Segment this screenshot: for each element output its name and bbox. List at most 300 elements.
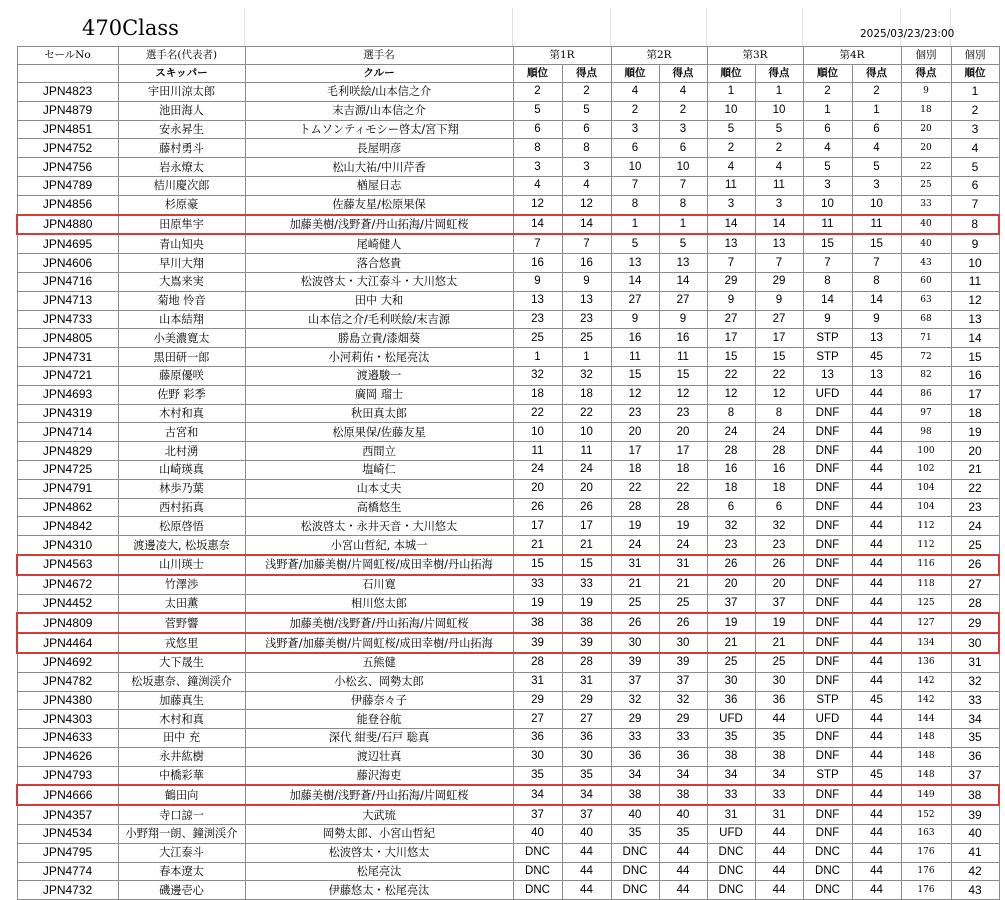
header-crew-sub: クルー	[245, 65, 513, 83]
race-score-cell: 3	[562, 158, 611, 177]
race-rank-cell: 16	[611, 329, 659, 348]
crew-cell: 勝島立貴/漆畑葵	[245, 329, 513, 348]
race-rank-cell: 26	[707, 555, 755, 575]
sail-no-cell: JPN4791	[17, 479, 118, 498]
race-rank-cell: 39	[513, 633, 562, 653]
sail-no-cell: JPN4733	[17, 310, 118, 329]
race-score-cell: 18	[562, 385, 611, 404]
results-body	[17, 83, 999, 900]
race-score-cell: 6	[562, 120, 611, 139]
final-rank-cell: 17	[951, 385, 999, 404]
race-rank-cell: 9	[707, 291, 755, 310]
crew-cell: 松山大祐/中川芹香	[245, 158, 513, 177]
final-rank-cell: 15	[951, 348, 999, 367]
total-score-cell: 112	[901, 536, 951, 555]
race-rank-cell: 3	[611, 120, 659, 139]
race-score-cell: 8	[755, 404, 803, 423]
crew-cell: 藤沢海吏	[245, 766, 513, 785]
sail-no-cell: JPN4829	[17, 442, 118, 461]
race-rank-cell: 13	[513, 291, 562, 310]
race-rank-cell: STP	[803, 348, 852, 367]
skipper-cell: 大嶌来実	[118, 272, 245, 291]
race-rank-cell: DNF	[803, 423, 852, 442]
total-score-cell: 112	[901, 517, 951, 536]
race-score-cell: 7	[659, 176, 707, 195]
crew-cell: 五熊健	[245, 653, 513, 672]
race-score-cell: 30	[659, 633, 707, 653]
crew-cell: 落合悠貴	[245, 254, 513, 273]
skipper-cell: 菊地 怜音	[118, 291, 245, 310]
race-rank-cell: DNF	[803, 517, 852, 536]
total-score-cell: 116	[901, 555, 951, 575]
final-rank-cell: 2	[951, 101, 999, 120]
total-score-cell: 20	[901, 120, 951, 139]
race-rank-cell: 19	[611, 517, 659, 536]
race-score-cell: 32	[659, 691, 707, 710]
sail-no-cell: JPN4310	[17, 536, 118, 555]
race-score-cell: 29	[755, 272, 803, 291]
final-rank-cell: 29	[951, 613, 999, 633]
final-rank-cell: 26	[951, 555, 999, 575]
race-score-cell: 28	[755, 442, 803, 461]
total-score-cell: 118	[901, 575, 951, 594]
skipper-cell: 西村拓真	[118, 498, 245, 517]
race-score-cell: 44	[852, 785, 901, 805]
skipper-cell: 桔川慶次郎	[118, 176, 245, 195]
race-score-cell: 3	[755, 195, 803, 214]
sail-no-cell: JPN4721	[17, 366, 118, 385]
header-rank: 順位	[803, 65, 852, 83]
race-score-cell: 23	[755, 536, 803, 555]
final-rank-cell: 19	[951, 423, 999, 442]
total-score-cell: 152	[901, 805, 951, 824]
total-score-cell: 63	[901, 291, 951, 310]
table-row	[17, 404, 999, 423]
race-rank-cell: 38	[513, 613, 562, 633]
crew-cell: 楢屋日志	[245, 176, 513, 195]
final-rank-cell: 25	[951, 536, 999, 555]
total-score-cell: 176	[901, 881, 951, 900]
race-rank-cell: 26	[513, 498, 562, 517]
race-rank-cell: 27	[513, 710, 562, 729]
race-rank-cell: 8	[707, 404, 755, 423]
race-score-cell: 45	[852, 348, 901, 367]
race-rank-cell: 13	[611, 254, 659, 273]
race-rank-cell: 35	[513, 766, 562, 785]
race-rank-cell: 3	[513, 158, 562, 177]
race-score-cell: 44	[659, 881, 707, 900]
total-score-cell: 60	[901, 272, 951, 291]
race-rank-cell: 6	[803, 120, 852, 139]
final-rank-cell: 24	[951, 517, 999, 536]
race-rank-cell: 24	[513, 460, 562, 479]
skipper-cell: 松坂惠奈、鐘渕渓介	[118, 672, 245, 691]
race-score-cell: 6	[659, 139, 707, 158]
header-skipper: 選手名(代表者)	[118, 47, 245, 65]
race-score-cell: 11	[852, 215, 901, 235]
sail-no-cell: JPN4626	[17, 747, 118, 766]
race-rank-cell: 12	[513, 195, 562, 214]
race-score-cell: 29	[562, 691, 611, 710]
race-score-cell: 28	[562, 653, 611, 672]
race-score-cell: 37	[659, 672, 707, 691]
race-rank-cell: 9	[513, 272, 562, 291]
race-rank-cell: 40	[611, 805, 659, 824]
race-rank-cell: DNF	[803, 536, 852, 555]
race-score-cell: 27	[562, 710, 611, 729]
sail-no-cell: JPN4633	[17, 729, 118, 748]
race-score-cell: 9	[852, 310, 901, 329]
race-rank-cell: 8	[513, 139, 562, 158]
race-score-cell: 1	[562, 348, 611, 367]
skipper-cell: 宇田川涼太郎	[118, 83, 245, 102]
sail-no-cell: JPN4713	[17, 291, 118, 310]
skipper-cell: 竹澤渉	[118, 575, 245, 594]
crew-cell: 松原果保/佐藤友星	[245, 423, 513, 442]
race-rank-cell: 17	[707, 329, 755, 348]
total-score-cell: 142	[901, 672, 951, 691]
race-rank-cell: 2	[803, 83, 852, 102]
final-rank-cell: 35	[951, 729, 999, 748]
skipper-cell: 永井紘樹	[118, 747, 245, 766]
race-score-cell: 44	[755, 862, 803, 881]
race-rank-cell: 5	[803, 158, 852, 177]
total-score-cell: 100	[901, 442, 951, 461]
header-indiv-rank: 順位	[951, 65, 999, 83]
race-score-cell: 7	[755, 254, 803, 273]
race-rank-cell: UFD	[707, 825, 755, 844]
race-rank-cell: 23	[513, 310, 562, 329]
final-rank-cell: 36	[951, 747, 999, 766]
skipper-cell: 山本結翔	[118, 310, 245, 329]
sail-no-cell: JPN4692	[17, 653, 118, 672]
race-rank-cell: DNF	[803, 653, 852, 672]
race-rank-cell: 36	[707, 691, 755, 710]
race-score-cell: 35	[659, 825, 707, 844]
race-score-cell: 34	[755, 766, 803, 785]
crew-cell: 山本信之介/毛利咲絵/末吉源	[245, 310, 513, 329]
race-rank-cell: DNF	[803, 555, 852, 575]
crew-cell: 深代 紺斐/石戸 聡真	[245, 729, 513, 748]
race-score-cell: 26	[562, 498, 611, 517]
race-rank-cell: 19	[707, 613, 755, 633]
race-rank-cell: 26	[611, 613, 659, 633]
race-score-cell: 36	[562, 729, 611, 748]
race-score-cell: 44	[852, 710, 901, 729]
crew-cell: 浅野蒼/加藤美樹/片岡虹桜/成田幸樹/丹山拓海	[245, 555, 513, 575]
race-score-cell: 13	[755, 234, 803, 253]
race-score-cell: 44	[852, 613, 901, 633]
race-score-cell: 19	[755, 613, 803, 633]
race-score-cell: 38	[562, 613, 611, 633]
final-rank-cell: 16	[951, 366, 999, 385]
total-score-cell: 176	[901, 843, 951, 862]
race-score-cell: 4	[852, 139, 901, 158]
sail-no-cell: JPN4805	[17, 329, 118, 348]
race-score-cell: 39	[659, 653, 707, 672]
race-score-cell: 44	[852, 843, 901, 862]
race-rank-cell: 33	[611, 729, 659, 748]
table-row	[17, 843, 999, 862]
final-rank-cell: 12	[951, 291, 999, 310]
race-score-cell: 8	[562, 139, 611, 158]
race-score-cell: 44	[755, 825, 803, 844]
skipper-cell: 大下晟生	[118, 653, 245, 672]
race-rank-cell: 34	[707, 766, 755, 785]
sail-no-cell: JPN4752	[17, 139, 118, 158]
table-row	[17, 176, 999, 195]
race-rank-cell: DNF	[803, 805, 852, 824]
race-score-cell: 1	[852, 101, 901, 120]
race-score-cell: 10	[562, 423, 611, 442]
race-score-cell: 2	[852, 83, 901, 102]
skipper-cell: 磯邊壱心	[118, 881, 245, 900]
sail-no-cell: JPN4879	[17, 101, 118, 120]
table-row	[17, 805, 999, 824]
title-row	[16, 8, 998, 46]
race-rank-cell: 21	[707, 633, 755, 653]
race-score-cell: 14	[562, 215, 611, 235]
race-rank-cell: DNC	[803, 881, 852, 900]
final-rank-cell: 18	[951, 404, 999, 423]
race-rank-cell: 7	[513, 234, 562, 253]
crew-cell: 松尾亮汰	[245, 862, 513, 881]
race-score-cell: 44	[852, 672, 901, 691]
race-rank-cell: DNF	[803, 498, 852, 517]
skipper-cell: 太田薫	[118, 594, 245, 613]
skipper-cell: 戎悠里	[118, 633, 245, 653]
final-rank-cell: 33	[951, 691, 999, 710]
race-rank-cell: 16	[707, 460, 755, 479]
race-rank-cell: 30	[611, 633, 659, 653]
table-row	[17, 310, 999, 329]
race-score-cell: 31	[755, 805, 803, 824]
final-rank-cell: 7	[951, 195, 999, 214]
race-rank-cell: 11	[513, 442, 562, 461]
race-score-cell: 44	[562, 881, 611, 900]
race-rank-cell: DNC	[611, 843, 659, 862]
sail-no-cell: JPN4534	[17, 825, 118, 844]
race-rank-cell: DNF	[803, 594, 852, 613]
race-score-cell: 20	[659, 423, 707, 442]
race-rank-cell: DNF	[803, 404, 852, 423]
skipper-cell: 藤村勇斗	[118, 139, 245, 158]
total-score-cell: 22	[901, 158, 951, 177]
race-rank-cell: 38	[707, 747, 755, 766]
table-row	[17, 672, 999, 691]
header-row-1	[17, 47, 999, 65]
table-row	[17, 517, 999, 536]
race-rank-cell: DNF	[803, 479, 852, 498]
race-rank-cell: 29	[513, 691, 562, 710]
final-rank-cell: 1	[951, 83, 999, 102]
race-score-cell: 18	[659, 460, 707, 479]
race-rank-cell: 33	[513, 575, 562, 594]
race-rank-cell: 15	[803, 234, 852, 253]
crew-cell: 小宮山哲紀, 本城一	[245, 536, 513, 555]
total-score-cell: 104	[901, 479, 951, 498]
race-rank-cell: 17	[611, 442, 659, 461]
race-score-cell: 8	[852, 272, 901, 291]
race-rank-cell: 4	[611, 83, 659, 102]
race-score-cell: 44	[659, 862, 707, 881]
header-race-2: 第2R	[611, 47, 707, 65]
race-rank-cell: 27	[611, 291, 659, 310]
race-rank-cell: 32	[513, 366, 562, 385]
race-score-cell: 9	[659, 310, 707, 329]
race-score-cell: 25	[755, 653, 803, 672]
table-row	[17, 139, 999, 158]
total-score-cell: 20	[901, 139, 951, 158]
race-score-cell: 21	[659, 575, 707, 594]
race-rank-cell: 37	[611, 672, 659, 691]
sail-no-cell: JPN4357	[17, 805, 118, 824]
sail-no-cell: JPN4842	[17, 517, 118, 536]
crew-cell: 小河莉佑・松尾亮汰	[245, 348, 513, 367]
race-rank-cell: 36	[513, 729, 562, 748]
table-row	[17, 195, 999, 214]
table-row	[17, 633, 999, 653]
race-rank-cell: 37	[707, 594, 755, 613]
table-row	[17, 83, 999, 102]
sail-no-cell: JPN4782	[17, 672, 118, 691]
race-rank-cell: 18	[707, 479, 755, 498]
total-score-cell: 86	[901, 385, 951, 404]
race-score-cell: 1	[755, 83, 803, 102]
race-rank-cell: 32	[707, 517, 755, 536]
race-rank-cell: 36	[611, 747, 659, 766]
race-score-cell: 12	[659, 385, 707, 404]
skipper-cell: 岩永燎太	[118, 158, 245, 177]
header-score: 得点	[659, 65, 707, 83]
total-score-cell: 71	[901, 329, 951, 348]
race-rank-cell: DNC	[707, 843, 755, 862]
race-score-cell: 1	[659, 215, 707, 235]
race-score-cell: 44	[562, 862, 611, 881]
race-rank-cell: 28	[611, 498, 659, 517]
table-row	[17, 366, 999, 385]
race-rank-cell: 6	[707, 498, 755, 517]
table-row	[17, 653, 999, 672]
crew-cell: 西間立	[245, 442, 513, 461]
skipper-cell: 小野翔一朗、鐘渕渓介	[118, 825, 245, 844]
race-score-cell: 6	[755, 498, 803, 517]
race-score-cell: 44	[852, 517, 901, 536]
crew-cell: 渡邉駿一	[245, 366, 513, 385]
race-rank-cell: DNF	[803, 460, 852, 479]
sail-no-cell: JPN4789	[17, 176, 118, 195]
race-score-cell: 29	[659, 710, 707, 729]
final-rank-cell: 3	[951, 120, 999, 139]
race-rank-cell: DNC	[513, 862, 562, 881]
race-rank-cell: DNC	[707, 862, 755, 881]
sail-no-cell: JPN4862	[17, 498, 118, 517]
final-rank-cell: 20	[951, 442, 999, 461]
race-rank-cell: 22	[513, 404, 562, 423]
header-crew: 選手名	[245, 47, 513, 65]
race-rank-cell: DNC	[611, 862, 659, 881]
header-sail-no: セールNo	[17, 47, 118, 65]
race-rank-cell: 8	[611, 195, 659, 214]
total-score-cell: 142	[901, 691, 951, 710]
race-score-cell: 20	[562, 479, 611, 498]
table-row	[17, 862, 999, 881]
race-score-cell: 4	[755, 158, 803, 177]
race-score-cell: 33	[755, 785, 803, 805]
total-score-cell: 136	[901, 653, 951, 672]
final-rank-cell: 38	[951, 785, 999, 805]
sail-no-cell: JPN4774	[17, 862, 118, 881]
table-row	[17, 254, 999, 273]
race-score-cell: 10	[852, 195, 901, 214]
race-score-cell: 10	[755, 101, 803, 120]
race-score-cell: 44	[562, 843, 611, 862]
race-rank-cell: 7	[803, 254, 852, 273]
race-score-cell: 16	[755, 460, 803, 479]
race-rank-cell: 29	[707, 272, 755, 291]
final-rank-cell: 21	[951, 460, 999, 479]
race-score-cell: 4	[659, 83, 707, 102]
total-score-cell: 82	[901, 366, 951, 385]
sail-no-cell: JPN4756	[17, 158, 118, 177]
final-rank-cell: 34	[951, 710, 999, 729]
race-rank-cell: 33	[707, 785, 755, 805]
race-score-cell: 12	[562, 195, 611, 214]
skipper-cell: 鶴田向	[118, 785, 245, 805]
race-score-cell: 27	[755, 310, 803, 329]
table-row	[17, 691, 999, 710]
race-score-cell: 44	[852, 862, 901, 881]
sail-no-cell: JPN4380	[17, 691, 118, 710]
race-score-cell: 14	[852, 291, 901, 310]
race-score-cell: 44	[852, 729, 901, 748]
header-score: 得点	[562, 65, 611, 83]
race-score-cell: 27	[659, 291, 707, 310]
race-rank-cell: 7	[611, 176, 659, 195]
race-rank-cell: 13	[707, 234, 755, 253]
page-title: 470Class	[82, 16, 179, 40]
race-rank-cell: 1	[611, 215, 659, 235]
race-score-cell: 16	[659, 329, 707, 348]
skipper-cell: 寺口諒一	[118, 805, 245, 824]
final-rank-cell: 8	[951, 215, 999, 235]
race-score-cell: 23	[659, 404, 707, 423]
total-score-cell: 163	[901, 825, 951, 844]
total-score-cell: 25	[901, 176, 951, 195]
crew-cell: 秋田真太郎	[245, 404, 513, 423]
race-rank-cell: UFD	[707, 710, 755, 729]
total-score-cell: 134	[901, 633, 951, 653]
race-rank-cell: DNF	[803, 575, 852, 594]
final-rank-cell: 22	[951, 479, 999, 498]
table-row	[17, 881, 999, 900]
race-score-cell: 11	[562, 442, 611, 461]
table-row	[17, 575, 999, 594]
race-rank-cell: STP	[803, 329, 852, 348]
race-rank-cell: 28	[707, 442, 755, 461]
skipper-cell: 山崎瑛真	[118, 460, 245, 479]
race-rank-cell: UFD	[803, 710, 852, 729]
final-rank-cell: 13	[951, 310, 999, 329]
race-score-cell: 22	[755, 366, 803, 385]
final-rank-cell: 6	[951, 176, 999, 195]
header-race-4: 第4R	[803, 47, 901, 65]
race-score-cell: 25	[562, 329, 611, 348]
race-rank-cell: DNC	[513, 843, 562, 862]
race-score-cell: 11	[659, 348, 707, 367]
race-rank-cell: DNF	[803, 442, 852, 461]
final-rank-cell: 43	[951, 881, 999, 900]
